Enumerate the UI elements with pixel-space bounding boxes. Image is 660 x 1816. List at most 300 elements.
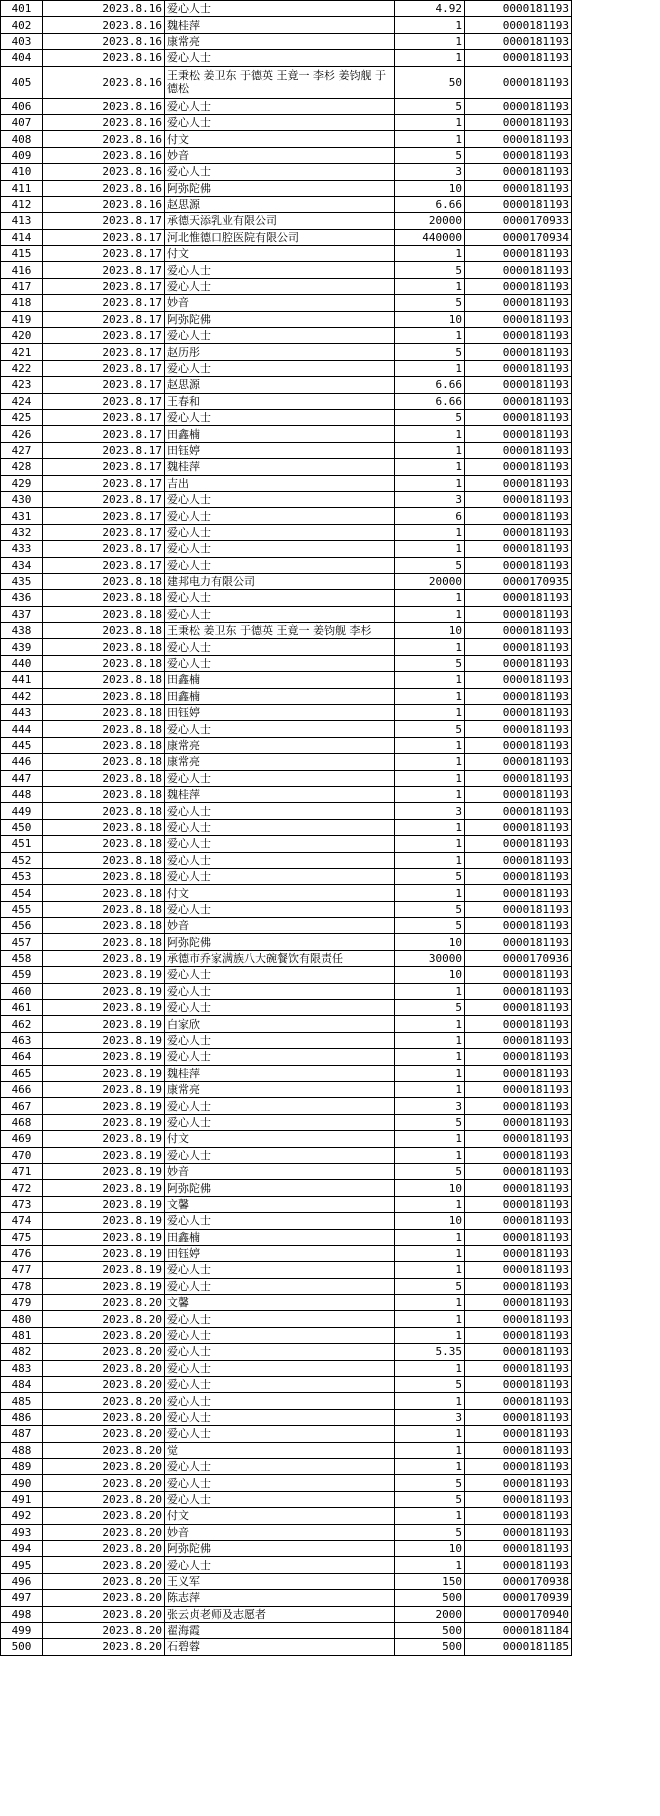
donation-date: 2023.8.20 — [43, 1327, 165, 1343]
donation-amount: 1 — [395, 114, 465, 130]
receipt-number: 0000181193 — [465, 442, 572, 458]
donation-date: 2023.8.18 — [43, 836, 165, 852]
donation-date: 2023.8.17 — [43, 295, 165, 311]
receipt-number: 0000181193 — [465, 1065, 572, 1081]
donor-name: 康常亮 — [165, 1082, 395, 1098]
donation-amount: 1 — [395, 475, 465, 491]
receipt-number: 0000181193 — [465, 1262, 572, 1278]
table-row — [1, 852, 572, 868]
row-number: 402 — [1, 17, 43, 33]
donation-date: 2023.8.17 — [43, 311, 165, 327]
receipt-number: 0000181193 — [465, 1540, 572, 1556]
row-number: 417 — [1, 278, 43, 294]
donor-name: 田鑫楠 — [165, 426, 395, 442]
donation-amount: 1 — [395, 1327, 465, 1343]
donation-amount: 1 — [395, 328, 465, 344]
row-number: 416 — [1, 262, 43, 278]
donation-amount: 440000 — [395, 229, 465, 245]
donation-date: 2023.8.16 — [43, 98, 165, 114]
donation-date: 2023.8.20 — [43, 1360, 165, 1376]
row-number: 479 — [1, 1295, 43, 1311]
donor-name: 赵思源 — [165, 377, 395, 393]
table-row — [1, 1442, 572, 1458]
table-row — [1, 1180, 572, 1196]
table-row — [1, 475, 572, 491]
donor-name: 田鑫楠 — [165, 1229, 395, 1245]
table-row — [1, 1491, 572, 1507]
donor-name: 张云贞老师及志愿者 — [165, 1606, 395, 1622]
donation-amount: 5 — [395, 901, 465, 917]
receipt-number: 0000181193 — [465, 1163, 572, 1179]
receipt-number: 0000181193 — [465, 1278, 572, 1294]
row-number: 419 — [1, 311, 43, 327]
donation-amount: 30000 — [395, 950, 465, 966]
donor-name: 爱心人士 — [165, 868, 395, 884]
donor-name: 爱心人士 — [165, 409, 395, 425]
receipt-number: 0000181193 — [465, 1000, 572, 1016]
row-number: 452 — [1, 852, 43, 868]
donation-date: 2023.8.18 — [43, 705, 165, 721]
donor-name: 王春和 — [165, 393, 395, 409]
donation-date: 2023.8.17 — [43, 393, 165, 409]
donation-date: 2023.8.20 — [43, 1475, 165, 1491]
donation-date: 2023.8.19 — [43, 1016, 165, 1032]
row-number: 427 — [1, 442, 43, 458]
table-row — [1, 262, 572, 278]
donation-amount: 1 — [395, 1196, 465, 1212]
donation-date: 2023.8.18 — [43, 606, 165, 622]
receipt-number: 0000181193 — [465, 246, 572, 262]
table-row — [1, 721, 572, 737]
donation-date: 2023.8.17 — [43, 229, 165, 245]
donation-date: 2023.8.17 — [43, 524, 165, 540]
receipt-number: 0000181184 — [465, 1622, 572, 1638]
donation-amount: 1 — [395, 1360, 465, 1376]
receipt-number: 0000181193 — [465, 1082, 572, 1098]
donation-amount: 500 — [395, 1622, 465, 1638]
table-row — [1, 1409, 572, 1425]
table-row — [1, 1262, 572, 1278]
row-number: 473 — [1, 1196, 43, 1212]
row-number: 442 — [1, 688, 43, 704]
donor-name: 魏桂萍 — [165, 17, 395, 33]
donor-name: 爱心人士 — [165, 1377, 395, 1393]
donation-date: 2023.8.17 — [43, 541, 165, 557]
donation-date: 2023.8.16 — [43, 17, 165, 33]
donation-amount: 10 — [395, 1540, 465, 1556]
table-row — [1, 868, 572, 884]
donation-date: 2023.8.16 — [43, 147, 165, 163]
table-row — [1, 573, 572, 589]
donation-amount: 500 — [395, 1590, 465, 1606]
donation-amount: 10 — [395, 1180, 465, 1196]
receipt-number: 0000181193 — [465, 196, 572, 212]
donation-amount: 1 — [395, 1508, 465, 1524]
donation-date: 2023.8.16 — [43, 66, 165, 98]
donation-date: 2023.8.20 — [43, 1622, 165, 1638]
table-row — [1, 1032, 572, 1048]
donation-amount: 5 — [395, 557, 465, 573]
donor-name: 田鑫楠 — [165, 672, 395, 688]
donation-amount: 1 — [395, 1442, 465, 1458]
donation-date: 2023.8.16 — [43, 180, 165, 196]
donation-amount: 1 — [395, 983, 465, 999]
donor-name: 石碧蓉 — [165, 1639, 395, 1655]
row-number: 460 — [1, 983, 43, 999]
donor-name: 付文 — [165, 131, 395, 147]
donor-name: 康常亮 — [165, 737, 395, 753]
donor-name: 爱心人士 — [165, 1, 395, 17]
row-number: 490 — [1, 1475, 43, 1491]
table-row — [1, 164, 572, 180]
row-number: 458 — [1, 950, 43, 966]
donor-name: 爱心人士 — [165, 1000, 395, 1016]
donation-date: 2023.8.17 — [43, 508, 165, 524]
table-row — [1, 1458, 572, 1474]
donation-date: 2023.8.19 — [43, 950, 165, 966]
donor-name: 爱心人士 — [165, 901, 395, 917]
receipt-number: 0000181193 — [465, 426, 572, 442]
donor-name: 爱心人士 — [165, 1278, 395, 1294]
receipt-number: 0000181193 — [465, 377, 572, 393]
donor-name: 承德天添乳业有限公司 — [165, 213, 395, 229]
donor-name: 王秉松 姜卫东 于德英 王竟一 姜钧舰 李杉 — [165, 623, 395, 639]
table-row — [1, 705, 572, 721]
donation-date: 2023.8.19 — [43, 1032, 165, 1048]
table-row — [1, 1, 572, 17]
receipt-number: 0000181193 — [465, 983, 572, 999]
donation-date: 2023.8.17 — [43, 377, 165, 393]
donation-date: 2023.8.19 — [43, 1196, 165, 1212]
donation-date: 2023.8.18 — [43, 688, 165, 704]
row-number: 450 — [1, 819, 43, 835]
donation-date: 2023.8.17 — [43, 278, 165, 294]
table-row — [1, 737, 572, 753]
table-row — [1, 114, 572, 130]
table-row — [1, 983, 572, 999]
table-row — [1, 17, 572, 33]
donation-amount: 3 — [395, 1098, 465, 1114]
donation-amount: 2000 — [395, 1606, 465, 1622]
donation-amount: 1 — [395, 1557, 465, 1573]
donation-date: 2023.8.18 — [43, 852, 165, 868]
donation-date: 2023.8.19 — [43, 1262, 165, 1278]
donor-name: 爱心人士 — [165, 819, 395, 835]
donor-name: 爱心人士 — [165, 1049, 395, 1065]
receipt-number: 0000181193 — [465, 1458, 572, 1474]
receipt-number: 0000181193 — [465, 918, 572, 934]
receipt-number: 0000181185 — [465, 1639, 572, 1655]
donor-name: 爱心人士 — [165, 770, 395, 786]
table-row — [1, 819, 572, 835]
table-row — [1, 1082, 572, 1098]
donor-name: 爱心人士 — [165, 803, 395, 819]
donation-date: 2023.8.18 — [43, 934, 165, 950]
row-number: 463 — [1, 1032, 43, 1048]
donation-amount: 1 — [395, 1016, 465, 1032]
row-number: 423 — [1, 377, 43, 393]
donation-date: 2023.8.17 — [43, 557, 165, 573]
row-number: 410 — [1, 164, 43, 180]
table-row — [1, 409, 572, 425]
donor-name: 王秉松 姜卫东 于德英 王竟一 李杉 姜钧舰 于德松 — [165, 66, 395, 98]
row-number: 431 — [1, 508, 43, 524]
donor-name: 白家欣 — [165, 1016, 395, 1032]
table-row — [1, 1590, 572, 1606]
row-number: 403 — [1, 33, 43, 49]
table-row — [1, 885, 572, 901]
row-number: 443 — [1, 705, 43, 721]
receipt-number: 0000181193 — [465, 344, 572, 360]
donation-date: 2023.8.19 — [43, 1065, 165, 1081]
row-number: 499 — [1, 1622, 43, 1638]
row-number: 455 — [1, 901, 43, 917]
receipt-number: 0000181193 — [465, 786, 572, 802]
donor-name: 爱心人士 — [165, 1458, 395, 1474]
row-number: 444 — [1, 721, 43, 737]
row-number: 486 — [1, 1409, 43, 1425]
table-row — [1, 1622, 572, 1638]
table-row — [1, 131, 572, 147]
donation-date: 2023.8.20 — [43, 1508, 165, 1524]
donation-amount: 1 — [395, 524, 465, 540]
donor-name: 爱心人士 — [165, 262, 395, 278]
receipt-number: 0000181193 — [465, 754, 572, 770]
donation-date: 2023.8.17 — [43, 344, 165, 360]
table-row — [1, 1327, 572, 1343]
donation-amount: 1 — [395, 1147, 465, 1163]
table-row — [1, 688, 572, 704]
row-number: 413 — [1, 213, 43, 229]
donation-date: 2023.8.19 — [43, 1114, 165, 1130]
donation-date: 2023.8.19 — [43, 967, 165, 983]
table-row — [1, 180, 572, 196]
table-row — [1, 754, 572, 770]
row-number: 449 — [1, 803, 43, 819]
donation-amount: 3 — [395, 1409, 465, 1425]
row-number: 483 — [1, 1360, 43, 1376]
donation-date: 2023.8.20 — [43, 1458, 165, 1474]
row-number: 468 — [1, 1114, 43, 1130]
donor-name: 翟海霞 — [165, 1622, 395, 1638]
donation-date: 2023.8.17 — [43, 459, 165, 475]
row-number: 472 — [1, 1180, 43, 1196]
donor-name: 爱心人士 — [165, 1262, 395, 1278]
row-number: 481 — [1, 1327, 43, 1343]
table-row — [1, 541, 572, 557]
donor-name: 河北惟德口腔医院有限公司 — [165, 229, 395, 245]
table-row — [1, 918, 572, 934]
donor-name: 爱心人士 — [165, 1311, 395, 1327]
donation-amount: 1 — [395, 639, 465, 655]
row-number: 495 — [1, 1557, 43, 1573]
donation-amount: 5 — [395, 344, 465, 360]
donation-amount: 1 — [395, 705, 465, 721]
receipt-number: 0000181193 — [465, 705, 572, 721]
receipt-number: 0000181193 — [465, 688, 572, 704]
receipt-number: 0000181193 — [465, 1393, 572, 1409]
donation-date: 2023.8.18 — [43, 623, 165, 639]
donor-name: 魏桂萍 — [165, 786, 395, 802]
donation-amount: 1 — [395, 852, 465, 868]
donation-amount: 3 — [395, 803, 465, 819]
receipt-number: 0000181193 — [465, 1426, 572, 1442]
row-number: 482 — [1, 1344, 43, 1360]
row-number: 461 — [1, 1000, 43, 1016]
donor-name: 爱心人士 — [165, 1393, 395, 1409]
receipt-number: 0000181193 — [465, 655, 572, 671]
donor-name: 爱心人士 — [165, 721, 395, 737]
donation-date: 2023.8.20 — [43, 1590, 165, 1606]
donor-name: 爱心人士 — [165, 1032, 395, 1048]
row-number: 478 — [1, 1278, 43, 1294]
row-number: 494 — [1, 1540, 43, 1556]
receipt-number: 0000170938 — [465, 1573, 572, 1589]
donor-name: 付文 — [165, 885, 395, 901]
row-number: 437 — [1, 606, 43, 622]
table-row — [1, 836, 572, 852]
donation-amount: 1 — [395, 426, 465, 442]
row-number: 487 — [1, 1426, 43, 1442]
donation-date: 2023.8.16 — [43, 33, 165, 49]
donor-name: 魏桂萍 — [165, 1065, 395, 1081]
table-row — [1, 1508, 572, 1524]
donor-name: 赵思源 — [165, 196, 395, 212]
donation-date: 2023.8.18 — [43, 819, 165, 835]
receipt-number: 0000181193 — [465, 901, 572, 917]
donation-date: 2023.8.20 — [43, 1606, 165, 1622]
donation-amount: 1 — [395, 1032, 465, 1048]
receipt-number: 0000181193 — [465, 114, 572, 130]
donation-date: 2023.8.20 — [43, 1557, 165, 1573]
donation-amount: 1 — [395, 606, 465, 622]
row-number: 415 — [1, 246, 43, 262]
receipt-number: 0000181193 — [465, 1442, 572, 1458]
donor-name: 爱心人士 — [165, 508, 395, 524]
table-row — [1, 377, 572, 393]
donation-table-body — [1, 1, 572, 1656]
donation-date: 2023.8.19 — [43, 1163, 165, 1179]
receipt-number: 0000181193 — [465, 1508, 572, 1524]
donation-date: 2023.8.16 — [43, 50, 165, 66]
row-number: 485 — [1, 1393, 43, 1409]
donation-amount: 5 — [395, 1278, 465, 1294]
donation-amount: 1 — [395, 1393, 465, 1409]
donation-date: 2023.8.17 — [43, 475, 165, 491]
table-row — [1, 491, 572, 507]
row-number: 465 — [1, 1065, 43, 1081]
table-row — [1, 1229, 572, 1245]
row-number: 428 — [1, 459, 43, 475]
donation-amount: 150 — [395, 1573, 465, 1589]
row-number: 426 — [1, 426, 43, 442]
donor-name: 妙音 — [165, 295, 395, 311]
donation-date: 2023.8.18 — [43, 901, 165, 917]
donor-name: 爱心人士 — [165, 557, 395, 573]
donation-date: 2023.8.16 — [43, 131, 165, 147]
donation-amount: 1 — [395, 131, 465, 147]
donation-date: 2023.8.16 — [43, 114, 165, 130]
donor-name: 爱心人士 — [165, 524, 395, 540]
donation-amount: 5 — [395, 721, 465, 737]
row-number: 445 — [1, 737, 43, 753]
donor-name: 康常亮 — [165, 754, 395, 770]
donation-amount: 3 — [395, 164, 465, 180]
donation-amount: 1 — [395, 1082, 465, 1098]
receipt-number: 0000181193 — [465, 1557, 572, 1573]
table-row — [1, 1196, 572, 1212]
donor-name: 爱心人士 — [165, 1147, 395, 1163]
table-row — [1, 770, 572, 786]
table-row — [1, 590, 572, 606]
donor-name: 爱心人士 — [165, 491, 395, 507]
row-number: 476 — [1, 1245, 43, 1261]
receipt-number: 0000170934 — [465, 229, 572, 245]
row-number: 438 — [1, 623, 43, 639]
donation-date: 2023.8.18 — [43, 803, 165, 819]
receipt-number: 0000181193 — [465, 967, 572, 983]
receipt-number: 0000181193 — [465, 590, 572, 606]
row-number: 430 — [1, 491, 43, 507]
receipt-number: 0000181193 — [465, 1196, 572, 1212]
receipt-number: 0000181193 — [465, 1147, 572, 1163]
donation-date: 2023.8.18 — [43, 786, 165, 802]
donation-amount: 500 — [395, 1639, 465, 1655]
receipt-number: 0000181193 — [465, 934, 572, 950]
donation-amount: 5 — [395, 1163, 465, 1179]
table-row — [1, 1639, 572, 1655]
donation-amount: 10 — [395, 1213, 465, 1229]
row-number: 412 — [1, 196, 43, 212]
row-number: 493 — [1, 1524, 43, 1540]
table-row — [1, 1475, 572, 1491]
donation-amount: 10 — [395, 623, 465, 639]
receipt-number: 0000181193 — [465, 360, 572, 376]
donation-date: 2023.8.20 — [43, 1639, 165, 1655]
donation-date: 2023.8.20 — [43, 1393, 165, 1409]
receipt-number: 0000170940 — [465, 1606, 572, 1622]
donation-amount: 6.66 — [395, 393, 465, 409]
donor-name: 妙音 — [165, 1163, 395, 1179]
row-number: 480 — [1, 1311, 43, 1327]
table-row — [1, 50, 572, 66]
receipt-number: 0000181193 — [465, 1049, 572, 1065]
donor-name: 阿弥陀佛 — [165, 180, 395, 196]
receipt-number: 0000181193 — [465, 66, 572, 98]
donor-name: 妙音 — [165, 1524, 395, 1540]
receipt-number: 0000181193 — [465, 1114, 572, 1130]
receipt-number: 0000181193 — [465, 180, 572, 196]
donation-amount: 10 — [395, 934, 465, 950]
donor-name: 爱心人士 — [165, 1557, 395, 1573]
donation-date: 2023.8.20 — [43, 1573, 165, 1589]
donor-name: 文馨 — [165, 1196, 395, 1212]
row-number: 405 — [1, 66, 43, 98]
table-row — [1, 1213, 572, 1229]
donation-date: 2023.8.19 — [43, 1098, 165, 1114]
table-row — [1, 360, 572, 376]
donation-date: 2023.8.19 — [43, 1278, 165, 1294]
donor-name: 爱心人士 — [165, 114, 395, 130]
row-number: 500 — [1, 1639, 43, 1655]
receipt-number: 0000181193 — [465, 836, 572, 852]
donor-name: 爱心人士 — [165, 164, 395, 180]
table-row — [1, 1000, 572, 1016]
table-row — [1, 295, 572, 311]
receipt-number: 0000181193 — [465, 1475, 572, 1491]
donor-name: 觉 — [165, 1442, 395, 1458]
donation-amount: 20000 — [395, 573, 465, 589]
